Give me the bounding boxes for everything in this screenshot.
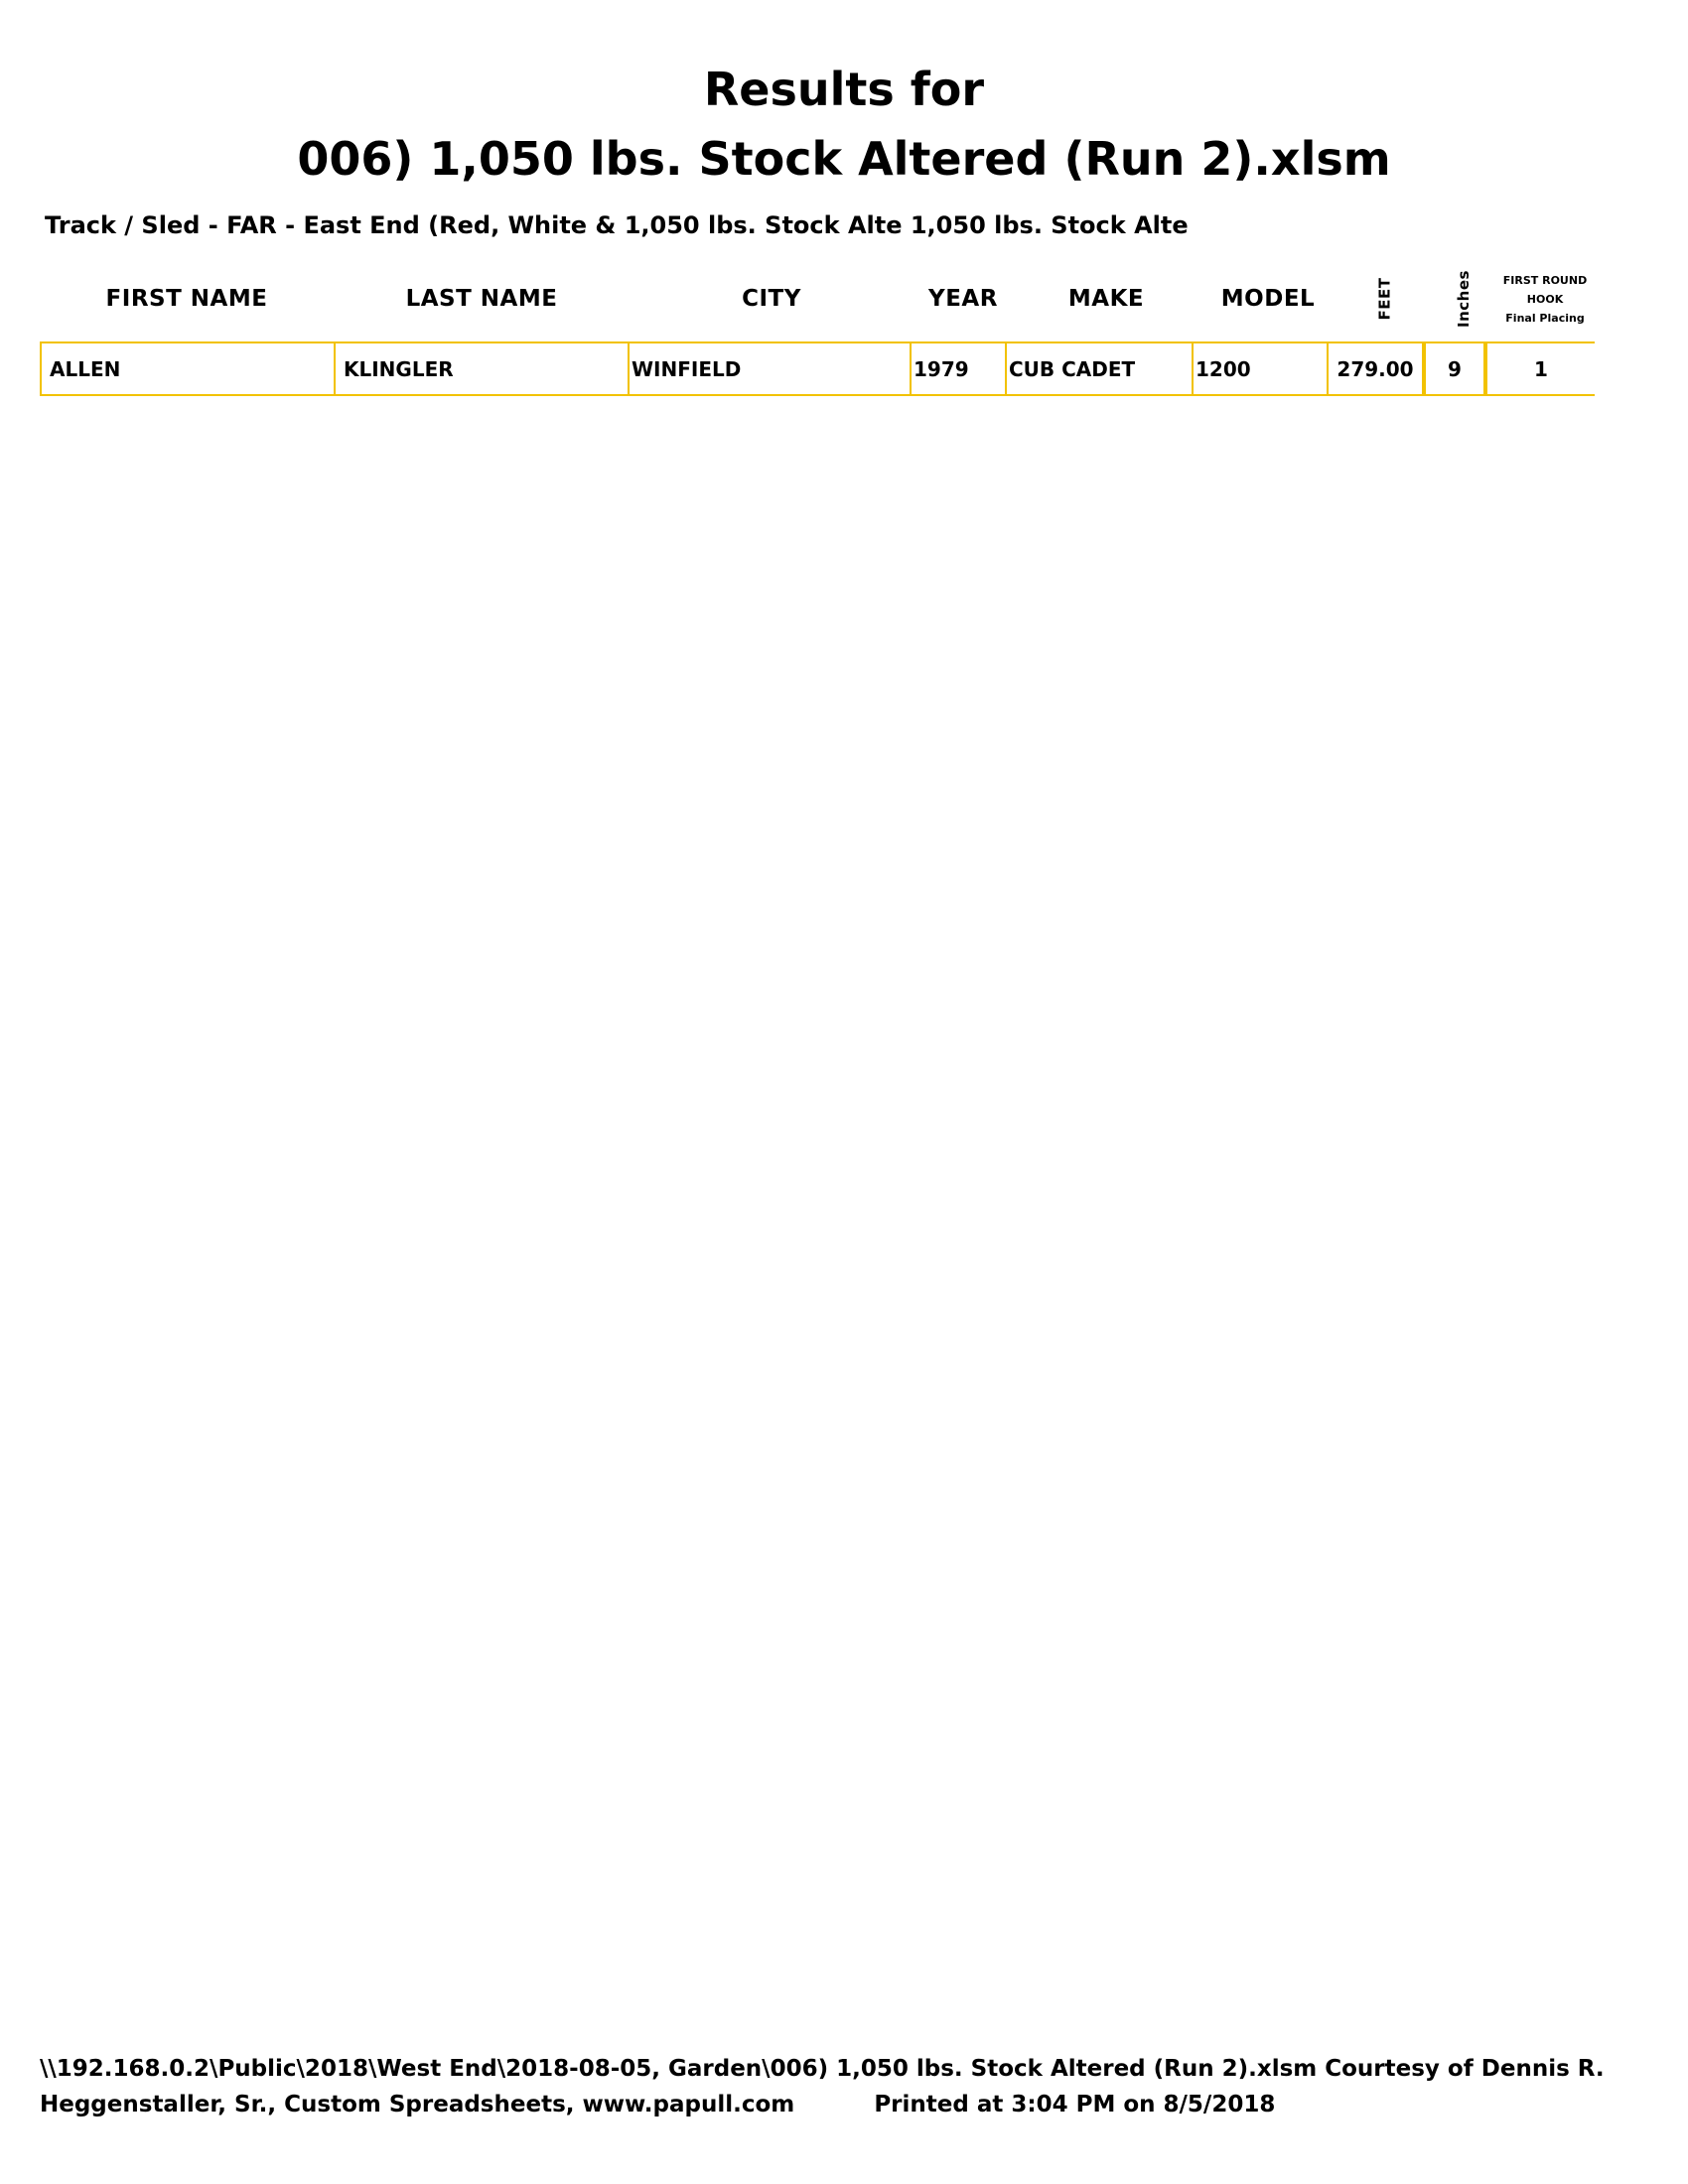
- cell-city: WINFIELD: [628, 341, 912, 396]
- header-first-round: [1495, 260, 1595, 338]
- track-sled-line: [45, 210, 1189, 240]
- header-inches-label: Inches: [1455, 270, 1473, 328]
- table-header: [40, 260, 1609, 338]
- header-first-round-label: FIRST ROUND: [1502, 273, 1588, 287]
- header-year: YEAR: [928, 286, 998, 312]
- footer-credit: Heggenstaller, Sr., Custom Spreadsheets, www.papull.com: [40, 2092, 795, 2117]
- header-city: CITY: [742, 286, 801, 312]
- cell-feet: 279.00: [1327, 341, 1424, 396]
- header-inches: [1434, 260, 1493, 338]
- header-model: MODEL: [1220, 286, 1316, 312]
- header-feet-label: FEET: [1374, 277, 1393, 321]
- cell-placing: 1: [1485, 341, 1595, 396]
- header-last-name: LAST NAME: [405, 286, 558, 312]
- header-first-name: FIRST NAME: [105, 286, 268, 312]
- track-class-1: 1,050 lbs. Stock Alte: [624, 211, 903, 239]
- track-label: Track / Sled - FAR - East End (Red, White &: [45, 211, 617, 239]
- footer-credit-line: [40, 2087, 1648, 2122]
- header-hook-label: HOOK: [1526, 292, 1564, 306]
- cell-model: 1200: [1192, 341, 1329, 396]
- report-title: Results for: [703, 63, 985, 116]
- footer-printed-at: Printed at 3:04 PM on 8/5/2018: [874, 2092, 1276, 2117]
- track-class-2: 1,050 lbs. Stock Alte: [910, 211, 1189, 239]
- cell-inches: 9: [1424, 341, 1485, 396]
- cell-year: 1979: [910, 341, 1007, 396]
- footer-path-line: \\192.168.0.2\Public\2018\West End\2018-08-05, Garden\006) 1,050 lbs. Stock Altered (Run 2).xlsm Courtesy of Dennis R.: [40, 2056, 1605, 2082]
- header-feet: [1336, 260, 1432, 338]
- footer: [40, 2051, 1648, 2122]
- table-row: [40, 341, 1609, 396]
- report-filename-title: 006) 1,050 lbs. Stock Altered (Run 2).xlsm: [297, 132, 1391, 186]
- header-make: MAKE: [1067, 286, 1145, 312]
- cell-last-name: KLINGLER: [334, 341, 630, 396]
- cell-make: CUB CADET: [1005, 341, 1194, 396]
- header-final-placing-label: Final Placing: [1505, 311, 1585, 325]
- cell-first-name: ALLEN: [40, 341, 336, 396]
